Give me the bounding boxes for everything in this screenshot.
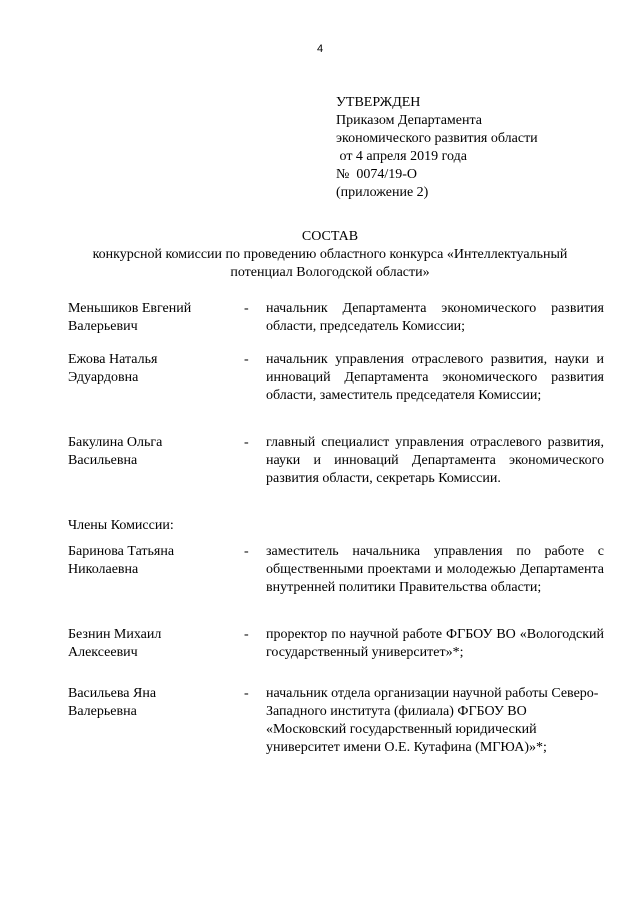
dash-separator: -	[244, 301, 249, 316]
member-position: заместитель начальника управления по работе с общественными проектами и молодежью Департамента внутренней политики Правительства области;	[266, 544, 604, 595]
member-position: главный специалист управления отраслевого развития, науки и инноваций Департамента экономического развития области, секретарь Комиссии.	[266, 435, 604, 486]
member-name: Безнин Михаил Алексеевич	[68, 627, 162, 660]
dash-separator: -	[244, 686, 249, 701]
member-position: начальник Департамента экономического развития области, председатель Комиссии;	[266, 301, 604, 334]
page-number: 4	[316, 43, 324, 55]
member-name: Баринова Татьяна Николаевна	[68, 544, 175, 577]
member-position: проректор по научной работе ФГБОУ ВО «Вологодский государственный университет»*;	[266, 627, 604, 660]
approval-stamp	[336, 94, 626, 202]
member-position: начальник управления отраслевого развития, науки и инноваций Департамента экономического развития области, заместитель председателя Комиссии;	[266, 352, 604, 403]
dash-separator: -	[244, 435, 249, 450]
member-name: Васильева Яна Валерьевна	[68, 686, 157, 719]
document-title	[40, 228, 620, 282]
title-subtitle-line: конкурсной комиссии по проведению областного конкурса «Интеллектуальный	[92, 247, 568, 262]
approval-line: экономического развития области	[336, 131, 538, 146]
member-name: Меньшиков Евгений Валерьевич	[68, 301, 192, 334]
approval-line: (приложение 2)	[336, 185, 429, 200]
dash-separator: -	[244, 544, 249, 559]
approval-line: УТВЕРЖДЕН	[336, 95, 421, 110]
dash-separator: -	[244, 352, 249, 367]
member-name: Бакулина Ольга Васильевна	[68, 435, 163, 468]
title-heading: СОСТАВ	[301, 229, 359, 244]
member-position: начальник отдела организации научной работы Северо-Западного института (филиала) ФГБОУ ВО «Московский государственный юридический университет имени О.Е. Кутафина (МГЮА)»*;	[266, 686, 599, 755]
dash-separator: -	[244, 627, 249, 642]
approval-line: № 0074/19-О	[336, 167, 418, 182]
members-section-label: Члены Комиссии:	[68, 518, 174, 533]
member-name: Ежова Наталья Эдуардовна	[68, 352, 158, 385]
approval-line: Приказом Департамента	[336, 113, 482, 128]
title-subtitle-line: потенциал Вологодской области»	[230, 265, 430, 280]
approval-line: от 4 апреля 2019 года	[336, 149, 467, 164]
